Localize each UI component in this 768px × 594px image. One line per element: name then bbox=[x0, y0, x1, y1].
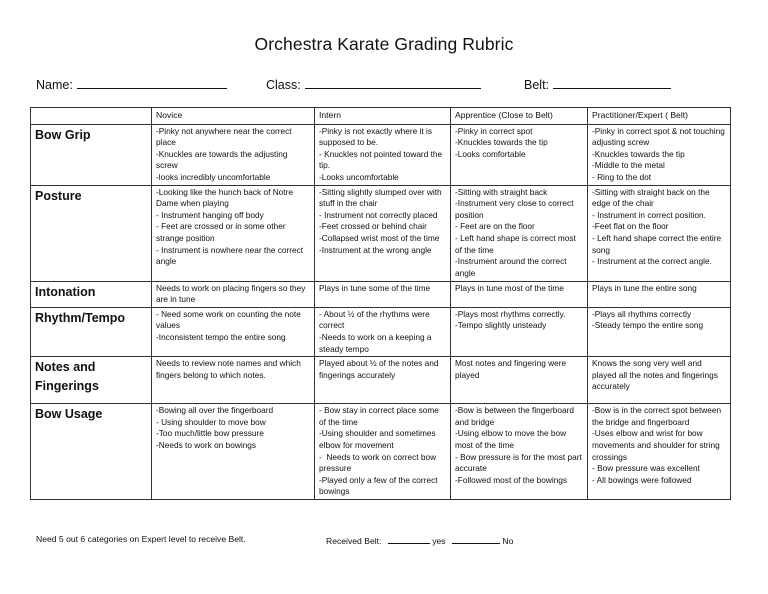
rubric-cell: -Plays all rhythms correctly -Steady tempo the entire song bbox=[588, 307, 731, 356]
rubric-cell: - Need some work on counting the note values -Inconsistent tempo the entire song bbox=[152, 307, 315, 356]
rubric-cell: -Bow is between the fingerboard and bridge -Using elbow to move the bow most of the time - Bow pressure is for the most part accurate -Followed most of the bowings bbox=[451, 404, 588, 500]
category-label: Intonation bbox=[31, 281, 152, 307]
table-row bbox=[31, 124, 731, 185]
rubric-cell: -Pinky is not exactly where it is supposed to be. - Knuckles not pointed toward the tip. -Looks uncomfortable bbox=[315, 124, 451, 185]
rubric-cell: -Plays most rhythms correctly. -Tempo slightly unsteady bbox=[451, 307, 588, 356]
belt-field bbox=[524, 76, 671, 92]
rubric-cell: -Bow is in the correct spot between the bridge and fingerboard -Uses elbow and wrist for bow movements and shoulder for string crossings - Bow pressure was excellent - All bowings were followed bbox=[588, 404, 731, 500]
table-row bbox=[31, 281, 731, 307]
category-label: Posture bbox=[31, 185, 152, 281]
rubric-cell: -Bowing all over the fingerboard - Using shoulder to move bow -Too much/little bow pressure -Needs to work on bowings bbox=[152, 404, 315, 500]
header-cell-intern: Intern bbox=[315, 108, 451, 125]
rubric-cell: -Sitting slightly slumped over with stuff in the chair - Instrument not correctly placed -Feet crossed or behind chair -Collapsed wrist most of the time -Instrument at the wrong angle bbox=[315, 185, 451, 281]
category-label: Bow Usage bbox=[31, 404, 152, 500]
rubric-cell: Needs to review note names and which fingers belong to which notes. bbox=[152, 357, 315, 404]
table-row bbox=[31, 185, 731, 281]
rubric-cell: - About ½ of the rhythms were correct -Needs to work on a keeping a steady tempo bbox=[315, 307, 451, 356]
header-cell-category bbox=[31, 108, 152, 125]
class-label: Class: bbox=[266, 78, 301, 92]
name-label: Name: bbox=[36, 78, 73, 92]
no-label: No bbox=[502, 536, 514, 546]
rubric-cell: Plays in tune some of the time bbox=[315, 281, 451, 307]
header-row bbox=[31, 108, 731, 125]
received-belt-line bbox=[326, 534, 513, 546]
rubric-cell: - Bow stay in correct place some of the time -Using shoulder and sometimes elbow for movement - Needs to work on correct bow pressure -Played only a few of the correct bowings bbox=[315, 404, 451, 500]
name-blank[interactable] bbox=[77, 76, 227, 89]
table-row bbox=[31, 307, 731, 356]
class-blank[interactable] bbox=[305, 76, 481, 89]
yes-label: yes bbox=[432, 536, 446, 546]
belt-blank[interactable] bbox=[553, 76, 671, 89]
rubric-cell: -Pinky not anywhere near the correct place -Knuckles are towards the adjusting screw -looks incredibly uncomfortable bbox=[152, 124, 315, 185]
rubric-cell: -Sitting with straight back on the edge of the chair - Instrument in correct position. -Feet flat on the floor - Left hand shape correct the entire song - Instrument at the correct angle. bbox=[588, 185, 731, 281]
header-cell-novice: Novice bbox=[152, 108, 315, 125]
received-belt-label: Received Belt: bbox=[326, 536, 382, 546]
rubric-cell: Most notes and fingering were played bbox=[451, 357, 588, 404]
rubric-cell: Played about ½ of the notes and fingerings accurately bbox=[315, 357, 451, 404]
header-cell-apprentice: Apprentice (Close to Belt) bbox=[451, 108, 588, 125]
rubric-cell: Plays in tune most of the time bbox=[451, 281, 588, 307]
header-cell-expert: Practitioner/Expert ( Belt) bbox=[588, 108, 731, 125]
rubric-table bbox=[30, 107, 731, 500]
category-label: Rhythm/Tempo bbox=[31, 307, 152, 356]
name-field bbox=[36, 76, 227, 92]
category-label: Notes and Fingerings bbox=[31, 357, 152, 404]
rubric-cell: -Pinky in correct spot -Knuckles towards the tip -Looks comfortable bbox=[451, 124, 588, 185]
rubric-cell: Knows the song very well and played all the notes and fingerings accurately bbox=[588, 357, 731, 404]
page-title: Orchestra Karate Grading Rubric bbox=[254, 34, 514, 54]
rubric-cell: Needs to work on placing fingers so they are in tune bbox=[152, 281, 315, 307]
class-field bbox=[266, 76, 481, 92]
belt-requirement-note: Need 5 out 6 categories on Expert level to receive Belt. bbox=[36, 534, 246, 544]
rubric-cell: -Pinky in correct spot & not touching adjusting screw -Knuckles towards the tip -Middle to the metal - Ring to the dot bbox=[588, 124, 731, 185]
no-blank[interactable] bbox=[452, 534, 500, 544]
category-label: Bow Grip bbox=[31, 124, 152, 185]
rubric-cell: -Looking like the hunch back of Notre Dame when playing - Instrument hanging off body - Feet are crossed or in some other strange position - Instrument is nowhere near the correct angle bbox=[152, 185, 315, 281]
belt-label: Belt: bbox=[524, 78, 550, 92]
table-row bbox=[31, 404, 731, 500]
rubric-cell: Plays in tune the entire song bbox=[588, 281, 731, 307]
yes-blank[interactable] bbox=[388, 534, 430, 544]
rubric-cell: -Sitting with straight back -Instrument very close to correct position - Feet are on the floor - Left hand shape is correct most of the time -Instrument around the correct angle bbox=[451, 185, 588, 281]
table-row bbox=[31, 357, 731, 404]
